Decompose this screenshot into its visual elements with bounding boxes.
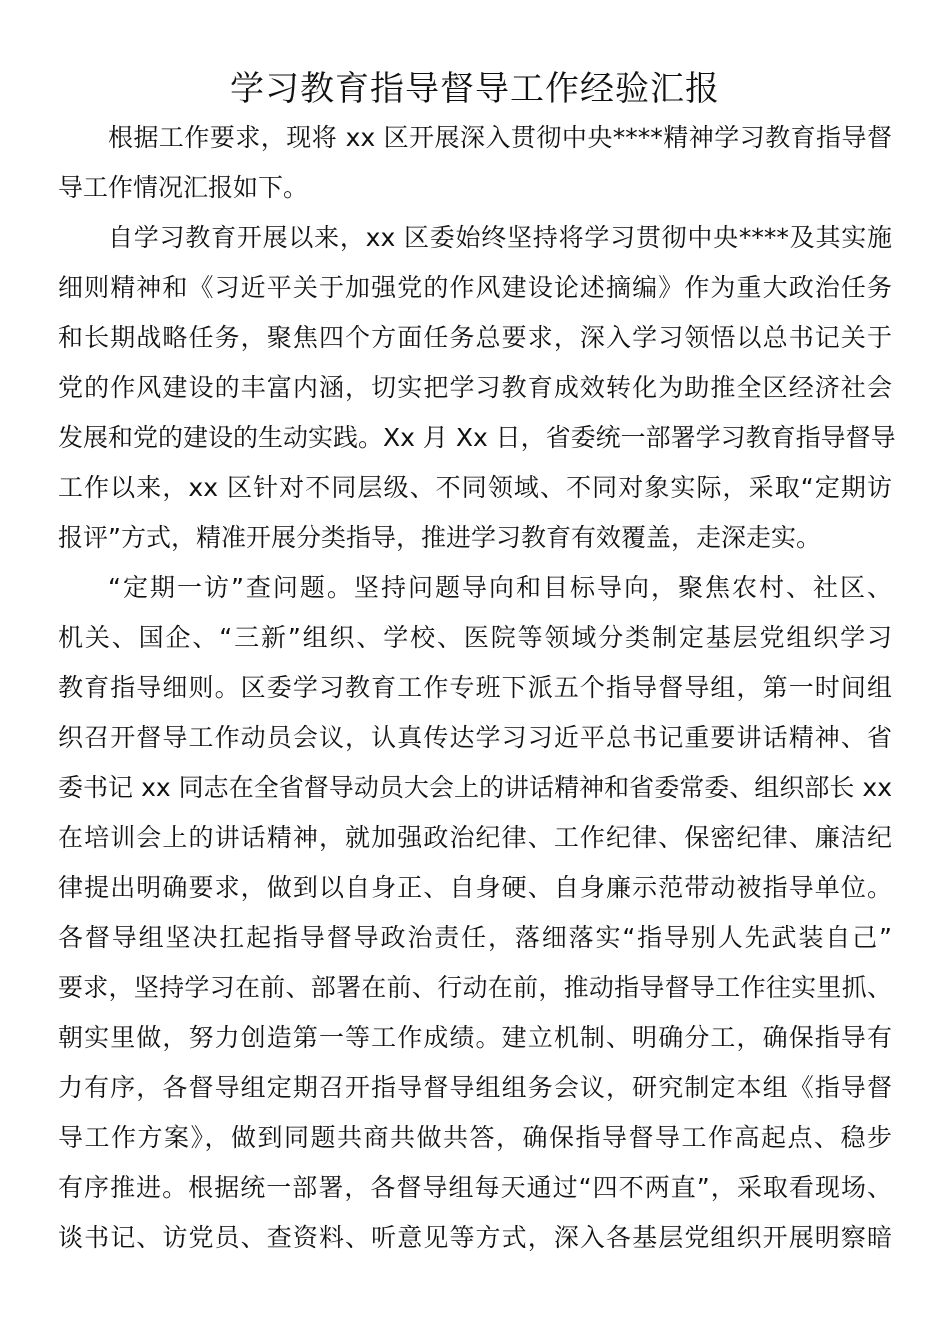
- paragraph-line: 织召开督导工作动员会议，认真传达学习习近平总书记重要讲话精神、省: [58, 723, 892, 752]
- paragraph-line: 工作以来，xx 区针对不同层级、不同领域、不同对象实际，采取“定期访: [58, 473, 892, 502]
- paragraph-line: 和长期战略任务，聚焦四个方面任务总要求，深入学习领悟以总书记关于: [58, 323, 892, 352]
- paragraph-line: 导工作情况汇报如下。: [58, 173, 309, 202]
- paragraph-line: 谈书记、访党员、查资料、听意见等方式，深入各基层党组织开展明察暗: [58, 1223, 892, 1252]
- paragraph-line: 有序推进。根据统一部署，各督导组每天通过“四不两直”，采取看现场、: [58, 1173, 892, 1202]
- paragraph-line: 根据工作要求，现将 xx 区开展深入贯彻中央****精神学习教育指导督: [108, 123, 892, 152]
- paragraph-line: 委书记 xx 同志在全省督导动员大会上的讲话精神和省委常委、组织部长 xx: [58, 773, 892, 802]
- paragraph-line: 要求，坚持学习在前、部署在前、行动在前，推动指导督导工作往实里抓、: [58, 973, 892, 1002]
- paragraph-line: 报评”方式，精准开展分类指导，推进学习教育有效覆盖，走深走实。: [58, 523, 821, 552]
- paragraph-line: 在培训会上的讲话精神，就加强政治纪律、工作纪律、保密纪律、廉洁纪: [58, 823, 892, 852]
- paragraph-line: 各督导组坚决扛起指导督导政治责任，落细落实“指导别人先武装自己”: [58, 923, 892, 952]
- paragraph-line: 细则精神和《习近平关于加强党的作风建设论述摘编》作为重大政治任务: [58, 273, 892, 302]
- paragraph-line: 机关、国企、“三新”组织、学校、医院等领域分类制定基层党组织学习: [58, 623, 892, 652]
- paragraph-line: “定期一访”查问题。坚持问题导向和目标导向，聚焦农村、社区、: [108, 573, 892, 602]
- paragraph-line: 力有序，各督导组定期召开指导督导组组务会议，研究制定本组《指导督: [58, 1073, 892, 1102]
- paragraph-line: 党的作风建设的丰富内涵，切实把学习教育成效转化为助推全区经济社会: [58, 373, 892, 402]
- paragraph-line: 自学习教育开展以来，xx 区委始终坚持将学习贯彻中央****及其实施: [108, 223, 892, 252]
- paragraph-line: 发展和党的建设的生动实践。Xx 月 Xx 日，省委统一部署学习教育指导督导: [58, 423, 896, 452]
- paragraph-line: 导工作方案》，做到同题共商共做共答，确保指导督导工作高起点、稳步: [58, 1123, 892, 1152]
- paragraph-line: 律提出明确要求，做到以自身正、自身硬、自身廉示范带动被指导单位。: [58, 873, 892, 902]
- document-title: 学习教育指导督导工作经验汇报: [230, 69, 720, 109]
- paragraph-line: 朝实里做，努力创造第一等工作成绩。建立机制、明确分工，确保指导有: [58, 1023, 892, 1052]
- paragraph-line: 教育指导细则。区委学习教育工作专班下派五个指导督导组，第一时间组: [58, 673, 892, 702]
